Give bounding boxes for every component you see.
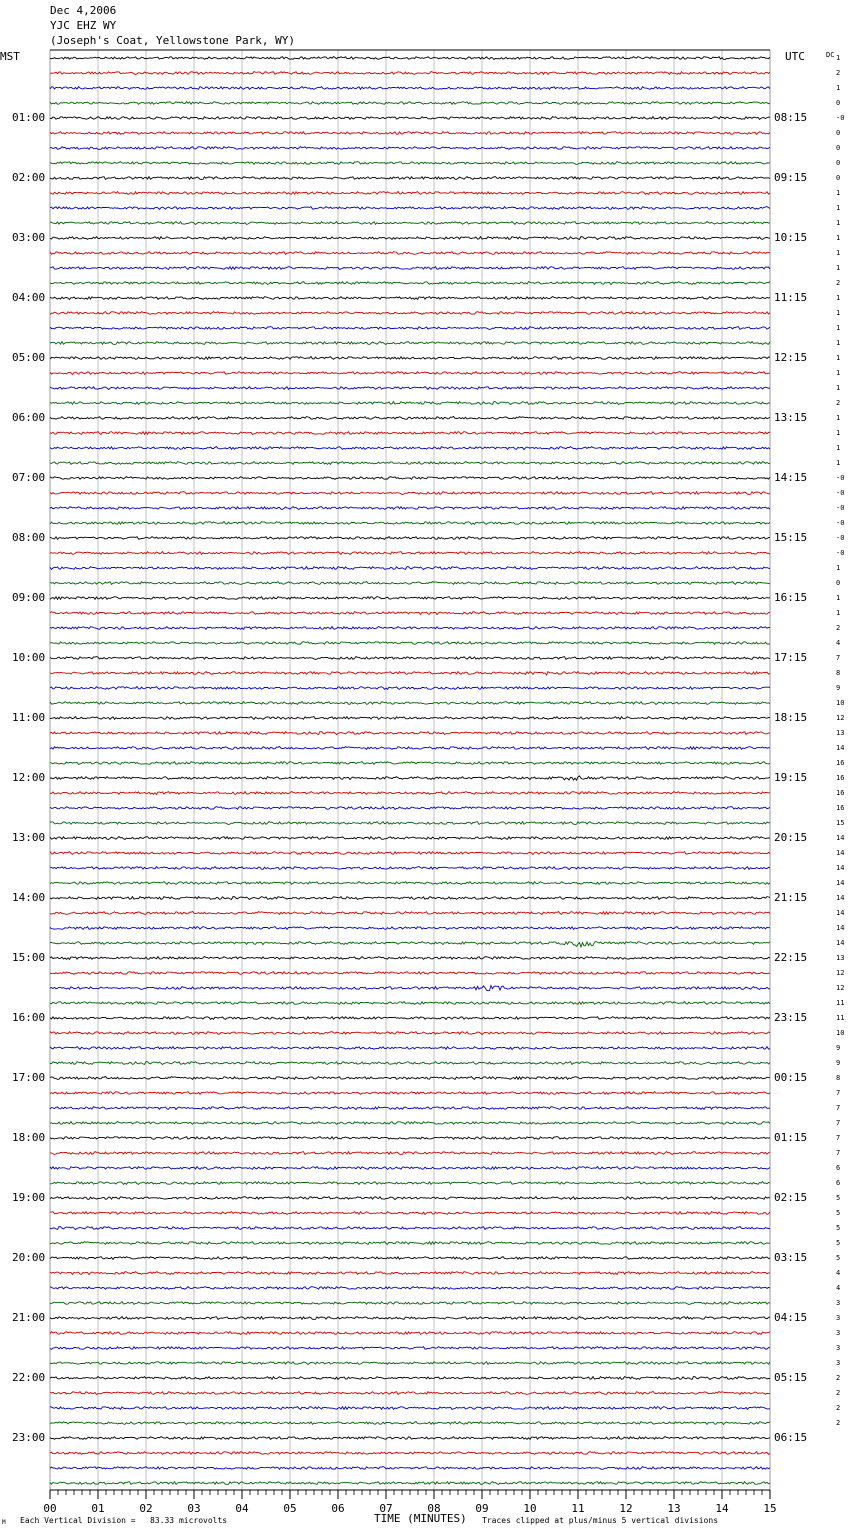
dc-offset-label: 1 [836, 414, 841, 422]
trace-18 [50, 327, 770, 330]
left-hour-label: 16:00 [12, 1011, 46, 1024]
trace-5 [50, 132, 770, 135]
x-tick-label: 08 [427, 1502, 441, 1515]
trace-57 [50, 912, 770, 915]
dc-offset-label: 7 [836, 1149, 841, 1157]
dc-offset-label: 0 [836, 129, 841, 137]
trace-61 [50, 972, 770, 975]
dc-offset-label: 16 [836, 774, 845, 782]
trace-24 [50, 417, 770, 420]
dc-offset-label: 5 [836, 1239, 841, 1247]
x-tick-label: 02 [139, 1502, 153, 1515]
seismic-traces [50, 57, 770, 1485]
dc-offset-label: 6 [836, 1164, 841, 1172]
trace-53 [50, 852, 770, 855]
dc-offset-label: 5 [836, 1194, 841, 1202]
dc-offset-label: 2 [836, 399, 841, 407]
trace-6 [50, 147, 770, 150]
trace-49 [50, 792, 770, 795]
trace-82 [50, 1287, 770, 1290]
x-tick-label: 00 [43, 1502, 57, 1515]
trace-71 [50, 1122, 770, 1125]
trace-19 [50, 342, 770, 345]
trace-67 [50, 1062, 770, 1065]
trace-60 [50, 957, 770, 960]
dc-offset-label: 1 [836, 354, 841, 362]
trace-52 [50, 837, 770, 840]
trace-55 [50, 882, 770, 885]
header-location: (Joseph's Coat, Yellowstone Park, WY) [50, 34, 296, 47]
trace-29 [50, 492, 770, 495]
trace-94 [50, 1467, 770, 1470]
dc-offset-label: 5 [836, 1209, 841, 1217]
trace-15 [50, 282, 770, 285]
trace-73 [50, 1152, 770, 1155]
trace-0 [50, 57, 770, 60]
right-hour-label: 17:15 [774, 651, 808, 664]
dc-offset-label: 14 [836, 864, 845, 872]
trace-30 [50, 507, 770, 510]
trace-7 [50, 162, 770, 165]
dc-offset-label: -0 [836, 489, 845, 497]
trace-20 [50, 357, 770, 360]
dc-offset-label: 2 [836, 1404, 841, 1412]
x-tick-label: 15 [763, 1502, 777, 1515]
trace-66 [50, 1047, 770, 1050]
trace-48 [50, 776, 770, 780]
dc-offset-label: 0 [836, 99, 841, 107]
trace-76 [50, 1197, 770, 1200]
right-timezone-label: UTC [785, 50, 805, 63]
right-hour-label: 05:15 [774, 1371, 808, 1384]
trace-68 [50, 1077, 770, 1080]
trace-28 [50, 477, 770, 480]
dc-offset-label: 8 [836, 1074, 841, 1082]
trace-31 [50, 522, 770, 525]
dc-offset-label: 13 [836, 954, 845, 962]
trace-84 [50, 1317, 770, 1320]
right-hour-label: 06:15 [774, 1431, 808, 1444]
dc-offset-label: 2 [836, 1374, 841, 1382]
x-tick-label: 06 [331, 1502, 345, 1515]
trace-8 [50, 177, 770, 180]
clip-note: Traces clipped at plus/minus 5 vertical divisions [482, 1516, 719, 1525]
right-hour-label: 00:15 [774, 1071, 808, 1084]
trace-46 [50, 747, 770, 750]
dc-offset-label: 0 [836, 144, 841, 152]
dc-offset-label: 14 [836, 909, 845, 917]
x-axis-title: TIME (MINUTES) [374, 1512, 467, 1525]
trace-40 [50, 657, 770, 660]
right-hour-label: 22:15 [774, 951, 808, 964]
left-hour-label: 22:00 [12, 1371, 46, 1384]
trace-16 [50, 297, 770, 300]
dc-offset-label: 3 [836, 1299, 841, 1307]
trace-42 [50, 687, 770, 690]
trace-85 [50, 1332, 770, 1335]
left-hour-label: 06:00 [12, 411, 46, 424]
x-tick-label: 11 [571, 1502, 585, 1515]
dc-offset-label: 1 [836, 249, 841, 257]
right-hour-label: 12:15 [774, 351, 808, 364]
dc-offset-label: 3 [836, 1359, 841, 1367]
trace-2 [50, 87, 770, 90]
trace-78 [50, 1227, 770, 1230]
dc-offset-label: 1 [836, 309, 841, 317]
trace-77 [50, 1212, 770, 1215]
dc-offset-label: 0 [836, 174, 841, 182]
dc-offset-label: 7 [836, 1119, 841, 1127]
right-hour-label: 08:15 [774, 111, 808, 124]
trace-59 [50, 942, 770, 947]
right-hour-label: 01:15 [774, 1131, 808, 1144]
dc-header-label: DC [826, 51, 835, 59]
right-hour-label: 11:15 [774, 291, 808, 304]
dc-offset-label: 2 [836, 1419, 841, 1427]
trace-54 [50, 867, 770, 870]
dc-offset-label: 14 [836, 849, 845, 857]
trace-95 [50, 1482, 770, 1485]
trace-38 [50, 627, 770, 630]
header-date: Dec 4,2006 [50, 4, 117, 17]
dc-offset-label: 14 [836, 894, 845, 902]
x-tick-label: 04 [235, 1502, 249, 1515]
dc-offset-label: 1 [836, 444, 841, 452]
right-hour-label: 19:15 [774, 771, 808, 784]
trace-89 [50, 1392, 770, 1395]
dc-offset-label: 12 [836, 969, 845, 977]
dc-offset-label: 4 [836, 1269, 841, 1277]
trace-81 [50, 1272, 770, 1275]
trace-44 [50, 717, 770, 720]
left-hour-label: 12:00 [12, 771, 46, 784]
trace-22 [50, 387, 770, 390]
dc-offset-label: 16 [836, 804, 845, 812]
trace-75 [50, 1182, 770, 1185]
trace-64 [50, 1017, 770, 1020]
left-hour-label: 21:00 [12, 1311, 46, 1324]
left-hour-label: 15:00 [12, 951, 46, 964]
dc-offset-label: 0 [836, 159, 841, 167]
left-hour-label: 07:00 [12, 471, 46, 484]
right-hour-label: 03:15 [774, 1251, 808, 1264]
dc-offset-label: 14 [836, 879, 845, 887]
dc-offset-label: 15 [836, 819, 845, 827]
dc-offset-label: 14 [836, 744, 845, 752]
left-hour-label: 17:00 [12, 1071, 46, 1084]
trace-37 [50, 612, 770, 615]
scale-note: Each Vertical Division = 83.33 microvolts [20, 1516, 228, 1525]
x-tick-label: 13 [667, 1502, 681, 1515]
trace-39 [50, 642, 770, 645]
x-tick-label: 09 [475, 1502, 489, 1515]
right-hour-label: 16:15 [774, 591, 808, 604]
trace-87 [50, 1362, 770, 1365]
dc-offset-label: 4 [836, 639, 841, 647]
dc-offset-label: 2 [836, 279, 841, 287]
dc-offset-label: -0 [836, 114, 845, 122]
trace-65 [50, 1032, 770, 1035]
dc-offset-label: 11 [836, 1014, 845, 1022]
trace-72 [50, 1137, 770, 1140]
dc-offset-label: 5 [836, 1254, 841, 1262]
dc-offset-label: 10 [836, 699, 845, 707]
trace-80 [50, 1257, 770, 1260]
trace-13 [50, 252, 770, 255]
dc-offset-label: 1 [836, 204, 841, 212]
dc-offset-label: 14 [836, 924, 845, 932]
dc-offset-label: -0 [836, 519, 845, 527]
trace-63 [50, 1002, 770, 1005]
dc-offset-label: 11 [836, 999, 845, 1007]
dc-offset-label: 5 [836, 1224, 841, 1232]
dc-offset-label: 2 [836, 69, 841, 77]
dc-offset-label: 1 [836, 54, 841, 62]
trace-83 [50, 1302, 770, 1305]
dc-offset-label: 1 [836, 324, 841, 332]
right-hour-label: 10:15 [774, 231, 808, 244]
dc-offset-label: 12 [836, 984, 845, 992]
header-station: YJC EHZ WY [50, 19, 117, 32]
dc-offset-label: 14 [836, 834, 845, 842]
dc-offset-label: 4 [836, 1284, 841, 1292]
trace-21 [50, 372, 770, 375]
dc-offset-label: 1 [836, 339, 841, 347]
dc-offset-label: 16 [836, 759, 845, 767]
trace-50 [50, 807, 770, 810]
trace-74 [50, 1167, 770, 1170]
trace-25 [50, 432, 770, 435]
x-tick-label: 10 [523, 1502, 537, 1515]
right-hour-label: 15:15 [774, 531, 808, 544]
right-hour-label: 20:15 [774, 831, 808, 844]
x-tick-label: 05 [283, 1502, 297, 1515]
dc-offset-label: 1 [836, 189, 841, 197]
trace-45 [50, 732, 770, 735]
trace-17 [50, 312, 770, 315]
dc-offset-label: 1 [836, 459, 841, 467]
trace-90 [50, 1407, 770, 1410]
dc-offset-label: 9 [836, 684, 841, 692]
trace-51 [50, 822, 770, 825]
trace-58 [50, 927, 770, 930]
left-hour-label: 03:00 [12, 231, 46, 244]
right-hour-label: 04:15 [774, 1311, 808, 1324]
dc-offset-label: 3 [836, 1344, 841, 1352]
dc-offset-label: -0 [836, 549, 845, 557]
right-hour-label: 23:15 [774, 1011, 808, 1024]
right-hour-label: 09:15 [774, 171, 808, 184]
dc-offset-label: 1 [836, 294, 841, 302]
dc-offset-label: 7 [836, 1089, 841, 1097]
trace-43 [50, 702, 770, 705]
trace-69 [50, 1092, 770, 1095]
trace-23 [50, 402, 770, 405]
dc-offset-label: 10 [836, 1029, 845, 1037]
trace-11 [50, 222, 770, 225]
trace-34 [50, 567, 770, 570]
trace-91 [50, 1422, 770, 1425]
trace-26 [50, 447, 770, 450]
right-hour-label: 13:15 [774, 411, 808, 424]
dc-offset-label: 7 [836, 1104, 841, 1112]
dc-offset-label: 13 [836, 729, 845, 737]
trace-12 [50, 237, 770, 240]
x-tick-label: 01 [91, 1502, 105, 1515]
dc-offset-label: 1 [836, 564, 841, 572]
trace-9 [50, 192, 770, 195]
trace-79 [50, 1242, 770, 1245]
dc-offset-label: -0 [836, 474, 845, 482]
dc-offset-label: 14 [836, 939, 845, 947]
x-tick-label: 14 [715, 1502, 729, 1515]
trace-4 [50, 117, 770, 120]
left-hour-label: 14:00 [12, 891, 46, 904]
trace-10 [50, 207, 770, 210]
dc-offset-label: 1 [836, 609, 841, 617]
dc-offset-label: 1 [836, 264, 841, 272]
trace-70 [50, 1107, 770, 1110]
trace-14 [50, 267, 770, 270]
dc-offset-label: 0 [836, 579, 841, 587]
dc-offset-label: 1 [836, 369, 841, 377]
trace-27 [50, 462, 770, 465]
trace-62 [50, 986, 770, 991]
dc-offset-label: 1 [836, 429, 841, 437]
left-hour-label: 09:00 [12, 591, 46, 604]
dc-offset-label: 1 [836, 219, 841, 227]
x-tick-label: 03 [187, 1502, 201, 1515]
dc-offset-label: 7 [836, 654, 841, 662]
left-hour-label: 18:00 [12, 1131, 46, 1144]
trace-88 [50, 1377, 770, 1380]
dc-offset-label: 6 [836, 1179, 841, 1187]
trace-56 [50, 897, 770, 900]
dc-offset-label: -0 [836, 534, 845, 542]
dc-offset-label: 1 [836, 84, 841, 92]
corner-mark: M [2, 1519, 6, 1526]
left-hour-label: 23:00 [12, 1431, 46, 1444]
dc-offset-label: 12 [836, 714, 845, 722]
trace-32 [50, 537, 770, 540]
left-hour-label: 19:00 [12, 1191, 46, 1204]
trace-35 [50, 582, 770, 585]
right-hour-label: 14:15 [774, 471, 808, 484]
left-hour-label: 01:00 [12, 111, 46, 124]
dc-offset-label: 2 [836, 1389, 841, 1397]
dc-offset-label: 3 [836, 1314, 841, 1322]
dc-offset-label: 9 [836, 1059, 841, 1067]
dc-offset-label: 7 [836, 1134, 841, 1142]
trace-36 [50, 597, 770, 600]
left-hour-label: 11:00 [12, 711, 46, 724]
dc-offset-label: 9 [836, 1044, 841, 1052]
left-hour-label: 04:00 [12, 291, 46, 304]
trace-41 [50, 672, 770, 675]
trace-1 [50, 72, 770, 75]
dc-offset-label: -0 [836, 504, 845, 512]
left-hour-label: 05:00 [12, 351, 46, 364]
trace-93 [50, 1452, 770, 1455]
dc-offset-label: 16 [836, 789, 845, 797]
trace-3 [50, 102, 770, 105]
left-hour-label: 10:00 [12, 651, 46, 664]
dc-offset-label: 1 [836, 594, 841, 602]
right-hour-label: 21:15 [774, 891, 808, 904]
left-hour-label: 02:00 [12, 171, 46, 184]
left-hour-label: 13:00 [12, 831, 46, 844]
trace-92 [50, 1437, 770, 1440]
x-tick-label: 07 [379, 1502, 393, 1515]
dc-offset-label: 2 [836, 624, 841, 632]
trace-86 [50, 1347, 770, 1350]
x-tick-label: 12 [619, 1502, 633, 1515]
dc-offset-label: 1 [836, 384, 841, 392]
dc-offset-label: 3 [836, 1329, 841, 1337]
right-hour-label: 18:15 [774, 711, 808, 724]
dc-offset-label: 8 [836, 669, 841, 677]
dc-offset-label: 1 [836, 234, 841, 242]
right-hour-label: 02:15 [774, 1191, 808, 1204]
trace-33 [50, 552, 770, 555]
left-hour-label: 20:00 [12, 1251, 46, 1264]
left-hour-label: 08:00 [12, 531, 46, 544]
trace-47 [50, 762, 770, 765]
left-timezone-label: MST [0, 50, 20, 63]
